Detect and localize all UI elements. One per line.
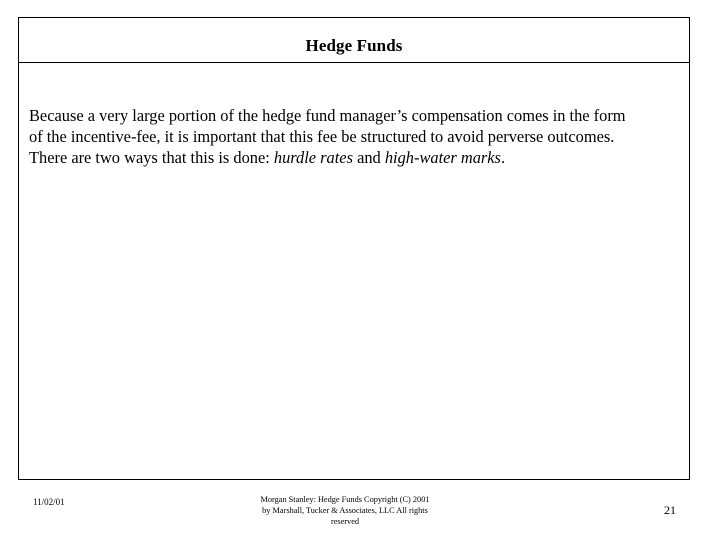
- slide-title: Hedge Funds: [305, 36, 403, 55]
- footer-date: 11/02/01: [33, 497, 65, 507]
- body-text-part3: .: [500, 148, 506, 167]
- term-hurdle-rates: hurdle rates: [273, 148, 353, 167]
- footer-credit-line2: by Marshall, Tucker & Associates, LLC All rights: [262, 506, 428, 515]
- slide-frame: [18, 17, 690, 480]
- footer-credit-line3: reserved: [330, 517, 360, 526]
- body-text-part1: Because a very large portion of the hedge fund manager’s compensation comes in the form of the incentive-fee, it is important that this fee be structured to avoid perverse outcomes. There are two ways that this is done:: [29, 106, 626, 167]
- footer-credit: [240, 494, 450, 527]
- title-bar: [19, 18, 689, 63]
- term-high-water-marks: high-water marks: [384, 148, 501, 167]
- page-number: 21: [664, 503, 676, 517]
- footer-credit-line1: Morgan Stanley: Hedge Funds Copyright (C) 2001: [260, 495, 430, 504]
- body-paragraph: [29, 105, 629, 168]
- body-text-part2: and: [352, 148, 385, 167]
